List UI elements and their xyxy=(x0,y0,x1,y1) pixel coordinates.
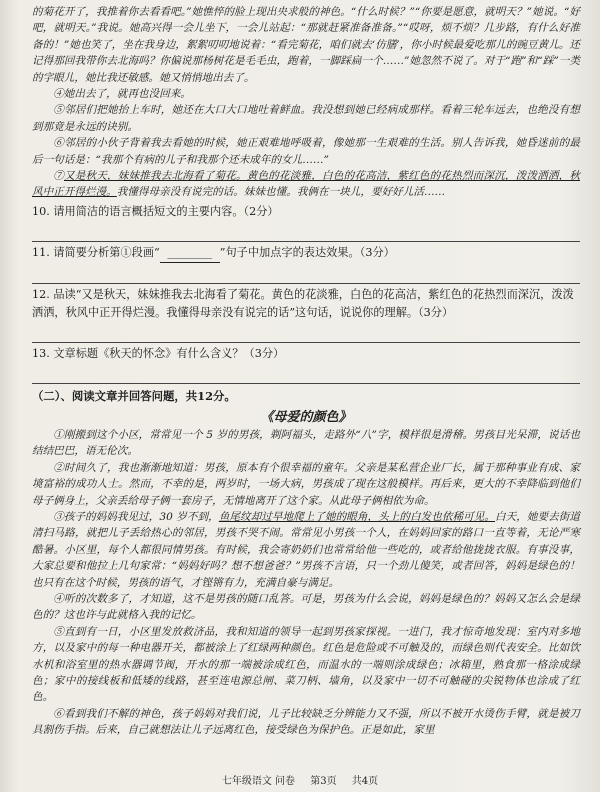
question-11-pre: 11. 请简要分析第①段画“ xyxy=(32,245,160,259)
question-11 xyxy=(32,244,580,263)
question-11-post: ”句子中加点字的表达效果。（3分） xyxy=(219,245,395,259)
paragraph-tail: 我懂得母亲没有说完的话。妹妹也懂。我俩在一块儿，要好好儿活…… xyxy=(116,186,446,199)
passage-paragraph-6: ⑥邻居的小伙子背着我去看她的时候，她正艰难地呼吸着，像她那一生艰难的生活。别人告诉我，她昏迷前的最后一句话是：“我那个有病的儿子和我那个还未成年的女儿……” xyxy=(32,137,580,166)
article-title: 《母爱的颜色》 xyxy=(260,409,352,425)
underlined-sentence-3: 鱼尾纹却过早地爬上了她的眼角，头上的白发也依稀可见。 xyxy=(218,510,496,523)
question-12: 12. 品读“又是秋天，妹妹推我去北海看了菊花。黄色的花淡雅，白色的花高洁，紫红色的花热烈而深沉，泼泼洒洒，秋风中正开得烂漫。我懂得母亲没有说完的话”这句话，说说你的理解。（3分） xyxy=(32,287,574,319)
paragraph-3-head: ③孩子的妈妈我见过，30 岁不到， xyxy=(53,510,219,523)
answer-line-12[interactable] xyxy=(32,322,580,343)
article-paragraph-4: ④听的次数多了，才知道，这不是男孩的随口乱答。可是，男孩为什么会说，妈妈是绿色的？妈妈又怎么会是绿色的？这也许与此就格入我的记忆。 xyxy=(32,592,580,622)
answer-line-10[interactable] xyxy=(32,221,580,242)
article-paragraph-2: ②时间久了，我也渐渐地知道：男孩，原本有个很幸福的童年。父亲是某私营企业厂长，属于那种事业有成、家境富裕的成功人士。然而，不幸的是，两岁时，一场大病，男孩成了现在这般模样。再后来，更大的不幸降临到他们母子俩身上，父亲丢给母子俩一套房子，无情地离开了这个家。从此母子俩相依为命。 xyxy=(32,461,580,507)
footer-exam-name: 七年级语文 问卷 xyxy=(221,776,296,787)
page-content xyxy=(32,0,580,739)
paragraph-3-tail: 白天，她要去街道清扫马路，就把儿子丢给热心的邻居，男孩不哭不闹。常常见小男孩一个人，在妈妈回家的路口一直等着，无论严寒酷暑。小区里，每个人都很同情男孩。有时候，我会寄奶奶们也常常给他一些吃的，或者给他拢拢衣服。有事没事，大家总要和他拉上几句家常：“妈妈好吗？想不想爸爸？”男孩不言语，只一个劲儿傻笑，或者回答，妈妈是绿色的！也只有在这个时候，男孩的语气，才铿锵有力，充满自豪与满足。 xyxy=(32,510,581,589)
footer-page-number: 第3页 xyxy=(310,776,337,787)
passage-paragraph-4: ④她出去了，就再也没回来。 xyxy=(53,88,191,101)
paragraph-number: ⑦ xyxy=(53,170,64,183)
passage-paragraph-5: ⑤邻居们把她抬上车时，她还在大口大口地吐着鲜血。我没想到她已经病成那样。看着三轮车远去，也绝没有想到那竟是永远的诀别。 xyxy=(32,104,580,133)
question-10: 10. 请用简洁的语言概括短文的主要内容。（2分） xyxy=(32,204,279,218)
question-11-blank: ________ xyxy=(160,244,220,263)
answer-line-13[interactable] xyxy=(32,363,580,384)
footer-total-pages: 共4页 xyxy=(351,776,379,787)
passage-paragraph-7 xyxy=(32,168,580,201)
article-paragraph-1: ①刚搬到这个小区，常常见一个 5 岁的男孩，剃阿福头，走路外“八”字，模样很是滑稽。男孩目光呆滞，说话也结结巴巴，语无伦次。 xyxy=(32,428,580,458)
question-13: 13. 文章标题《秋天的怀念》有什么含义？（3分） xyxy=(32,346,285,360)
passage-paragraph-3-cont: 的菊花开了，我推着你去看看吧。”她憔悴的脸上现出央求般的神色。“什么时候？”“你要是愿意，就明天？”她说。“好吧，就明天。”我说。她高兴得一会儿坐下，一会儿站起：“那就赶紧准备准备。”“哎呀，烦不烦？几步路，有什么好准备的！”她也笑了，坐在我身边，絮絮叨叨地说着：“看完菊花，咱们就去‘仿膳’，你小时候最爱吃那儿的豌豆黄儿。还记得那回我带你去北海吗？你偏说那杨树花是毛毛虫，跑着，一脚踩扁一个……”她忽然不说了。对于“跑”和“踩”一类的字眼儿，她比我还敏感。她又悄悄地出去了。 xyxy=(32,6,580,84)
answer-line-11[interactable] xyxy=(32,263,580,284)
section-heading: （二）、阅读文章并回答问题，共12分。 xyxy=(32,388,236,403)
page-footer xyxy=(0,772,600,787)
underlined-sentence: 又是秋天，妹妹推我去北海看了菊花。黄色的花淡雅，白色的花高洁，紫红色的花热烈而深沉，泼泼洒洒，秋风中正开得烂漫。 xyxy=(32,170,581,199)
article-paragraph-5: ⑤直到有一日，小区里发放救济品，我和知道的领导一起到男孩家探视。一进门，我才惊奇地发现：室内对多地方，以及家中的每一种电器开关，都被涂上了红绿两种颜色。红色是危险或不可触及的，而绿色则代表安全。比如饮水机和浴室里的热水器调节阀，开水的那一端被涂成红色，而温水的一端则涂成绿色；冰箱里，熟食那一格涂成绿色；家中的接线板和低矮的线路，甚至连电源总闸、菜刀柄、墙角，以及家中一切不可触碰的尖锐物体也涂成了红色。 xyxy=(32,625,580,704)
article-paragraph-6: ⑥看到我们不解的神色，孩子妈妈对我们说，儿子比较缺乏分辨能力又不强，所以不被开水烫伤手臂，就是被刀具割伤手指。后来，自己就想法让儿子远离红色，接受绿色为保护色。正是如此，家里 xyxy=(32,707,580,737)
article-paragraph-3 xyxy=(32,509,580,591)
